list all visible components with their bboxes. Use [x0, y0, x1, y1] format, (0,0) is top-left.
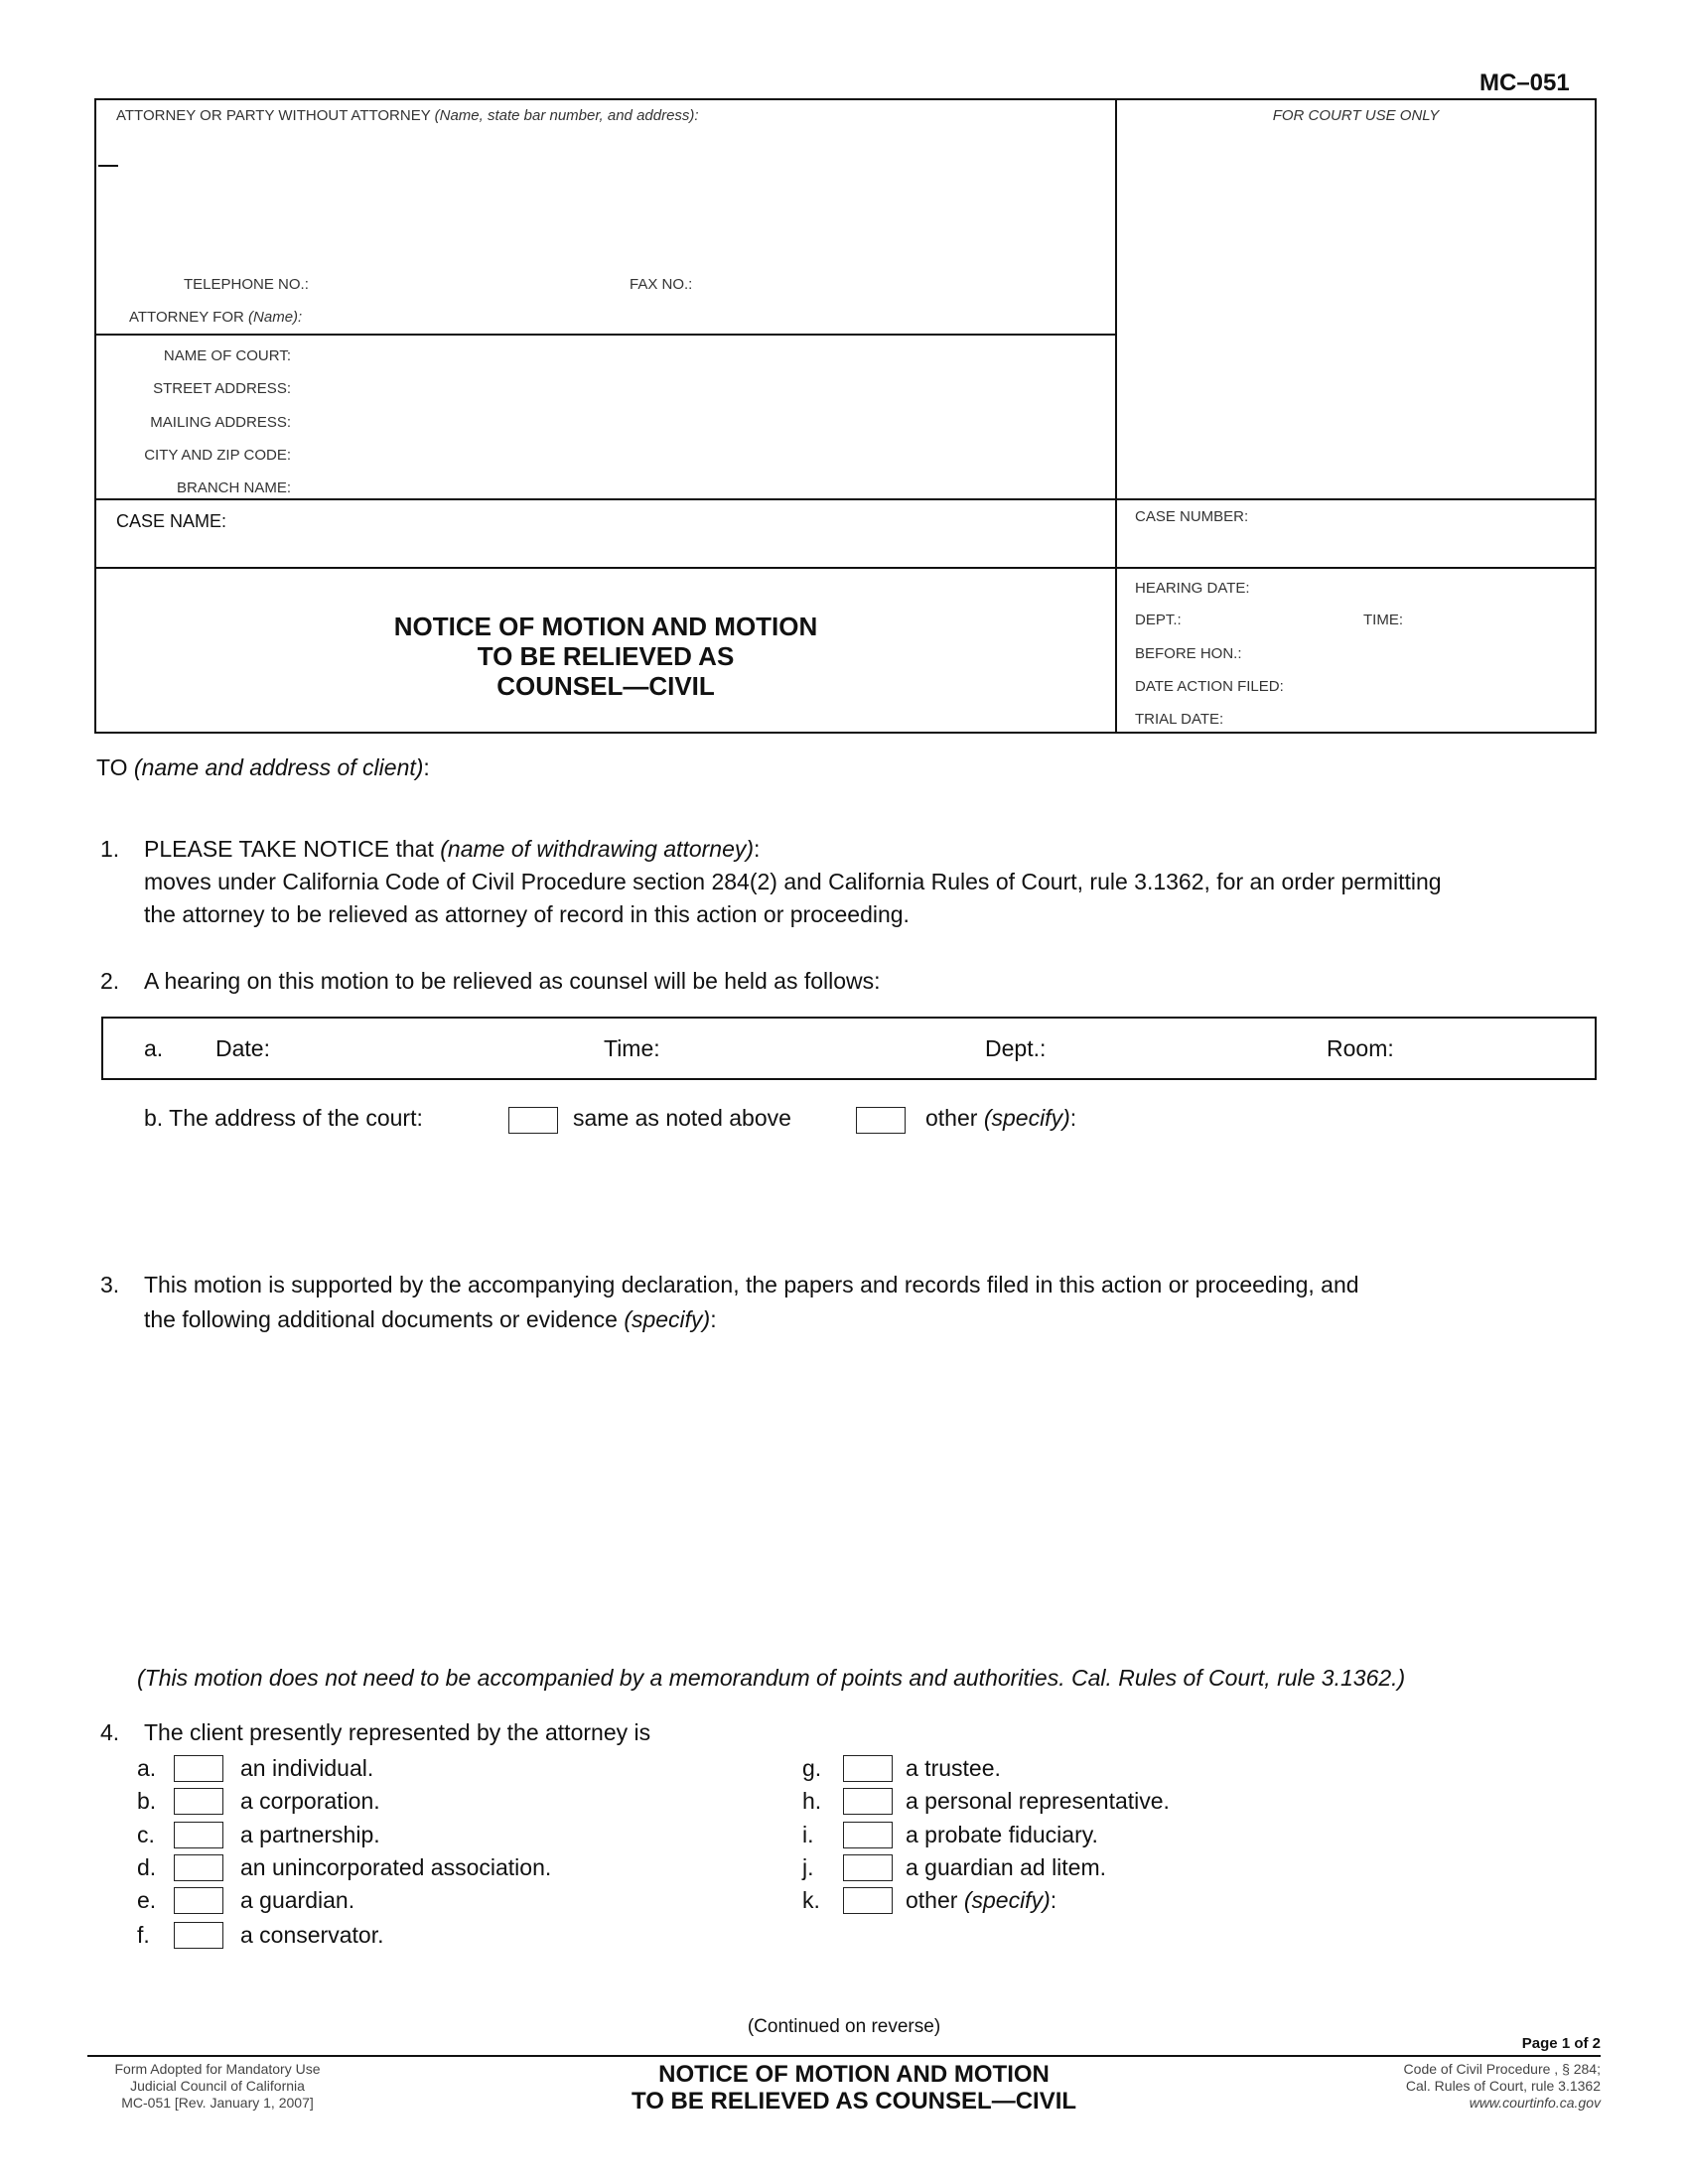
option-label: a guardian. — [240, 1887, 355, 1913]
date-action-filed-label: DATE ACTION FILED: — [1135, 678, 1284, 695]
option-label: a probate fiduciary. — [906, 1822, 1098, 1847]
option-label: an individual. — [240, 1755, 374, 1781]
item-3-line1: This motion is supported by the accompanying declaration, the papers and records filed in this action or proceeding, and — [144, 1272, 1359, 1297]
item-1-number: 1. — [100, 836, 120, 862]
option-letter: e. — [137, 1887, 157, 1913]
option-letter: h. — [802, 1788, 822, 1814]
item-1-line3: the attorney to be relieved as attorney of record in this action or proceeding. — [144, 901, 910, 927]
same-as-above-label: same as noted above — [573, 1105, 791, 1131]
same-as-above-checkbox[interactable] — [508, 1107, 558, 1134]
item-1-line1: PLEASE TAKE NOTICE that (name of withdrawing attorney): — [144, 836, 761, 862]
footer-right-info: Code of Civil Procedure , § 284; Cal. Rules of Court, rule 3.1362 www.courtinfo.ca.gov — [1291, 2061, 1601, 2112]
form-title: NOTICE OF MOTION AND MOTION TO BE RELIEVED AS COUNSEL—CIVIL — [393, 612, 818, 701]
other-address-label: other (specify): — [925, 1105, 1077, 1131]
form-number: MC–051 — [1479, 69, 1570, 96]
attorney-for-label: ATTORNEY FOR (Name): — [129, 309, 303, 326]
corporation-checkbox[interactable] — [174, 1788, 223, 1815]
case-name-label: CASE NAME: — [116, 511, 227, 531]
time-label: TIME: — [1363, 612, 1403, 628]
option-label: a personal representative. — [906, 1788, 1170, 1814]
item-3-line2: the following additional documents or evidence (specify): — [144, 1306, 717, 1332]
other-address-checkbox[interactable] — [856, 1107, 906, 1134]
hearing-date-label: HEARING DATE: — [1135, 580, 1250, 597]
option-letter: d. — [137, 1854, 157, 1880]
to-client-line: TO (name and address of client): — [96, 754, 430, 780]
guardian-checkbox[interactable] — [174, 1887, 223, 1914]
option-letter: b. — [137, 1788, 157, 1814]
city-zip-label: CITY AND ZIP CODE: — [144, 447, 291, 464]
continued-on-reverse: (Continued on reverse) — [747, 2016, 941, 2037]
option-label: a corporation. — [240, 1788, 380, 1814]
option-letter: j. — [802, 1854, 814, 1880]
website-link[interactable]: www.courtinfo.ca.gov — [1469, 2095, 1601, 2111]
before-hon-label: BEFORE HON.: — [1135, 645, 1242, 662]
item-4-number: 4. — [100, 1719, 120, 1745]
unincorporated-association-checkbox[interactable] — [174, 1854, 223, 1881]
option-label: an unincorporated association. — [240, 1854, 552, 1880]
case-number-label: CASE NUMBER: — [1135, 508, 1249, 525]
item-2a-letter: a. — [144, 1035, 164, 1061]
dept-label: DEPT.: — [1135, 612, 1182, 628]
page-number: Page 1 of 2 — [1521, 2035, 1601, 2052]
item-1-line2: moves under California Code of Civil Procedure section 284(2) and California Rules of Court, rule 3.1362, for an order permitting — [144, 869, 1442, 894]
option-label: a trustee. — [906, 1755, 1001, 1781]
memo-note: (This motion does not need to be accompanied by a memorandum of points and authorities. Cal. Rules of Court, rule 3.1362.) — [137, 1665, 1406, 1691]
street-address-label: STREET ADDRESS: — [153, 380, 291, 397]
option-label: a guardian ad litem. — [906, 1854, 1107, 1880]
guardian-ad-litem-checkbox[interactable] — [843, 1854, 893, 1881]
option-letter: c. — [137, 1822, 155, 1847]
option-letter: f. — [137, 1922, 150, 1948]
telephone-label: TELEPHONE NO.: — [184, 276, 309, 293]
trial-date-label: TRIAL DATE: — [1135, 711, 1224, 728]
option-letter: i. — [802, 1822, 814, 1847]
partnership-checkbox[interactable] — [174, 1822, 223, 1848]
hearing-date-field[interactable]: Date: — [215, 1035, 270, 1061]
option-letter: k. — [802, 1887, 820, 1913]
attorney-label: ATTORNEY OR PARTY WITHOUT ATTORNEY (Name, state bar number, and address): — [116, 107, 699, 124]
item-2-number: 2. — [100, 968, 120, 994]
name-of-court-label: NAME OF COURT: — [163, 347, 291, 364]
item-2-text: A hearing on this motion to be relieved as counsel will be held as follows: — [144, 968, 881, 994]
option-letter: g. — [802, 1755, 822, 1781]
hearing-dept-field[interactable]: Dept.: — [985, 1035, 1047, 1061]
option-letter: a. — [137, 1755, 157, 1781]
trustee-checkbox[interactable] — [843, 1755, 893, 1782]
item-3-number: 3. — [100, 1272, 120, 1297]
court-use-label: FOR COURT USE ONLY — [1272, 107, 1440, 124]
footer-left-info: Form Adopted for Mandatory Use Judicial Council of California MC-051 [Rev. January 1, 2007] — [114, 2061, 321, 2111]
other-client-type-checkbox[interactable] — [843, 1887, 893, 1914]
other-client-type-label: other (specify): — [906, 1887, 1057, 1913]
hearing-room-field[interactable]: Room: — [1327, 1035, 1394, 1061]
branch-name-label: BRANCH NAME: — [176, 479, 291, 496]
probate-fiduciary-checkbox[interactable] — [843, 1822, 893, 1848]
mailing-address-label: MAILING ADDRESS: — [150, 414, 291, 431]
item-4-text: The client presently represented by the attorney is — [144, 1719, 651, 1745]
option-label: a partnership. — [240, 1822, 380, 1847]
item-2b-label: b. The address of the court: — [144, 1105, 423, 1131]
footer-title: NOTICE OF MOTION AND MOTION TO BE RELIEVED AS COUNSEL—CIVIL — [631, 2061, 1077, 2115]
fax-label: FAX NO.: — [630, 276, 693, 293]
hearing-time-field[interactable]: Time: — [604, 1035, 660, 1061]
personal-representative-checkbox[interactable] — [843, 1788, 893, 1815]
footer-rule — [87, 2055, 1601, 2057]
option-label: a conservator. — [240, 1922, 384, 1948]
individual-checkbox[interactable] — [174, 1755, 223, 1782]
conservator-checkbox[interactable] — [174, 1922, 223, 1949]
